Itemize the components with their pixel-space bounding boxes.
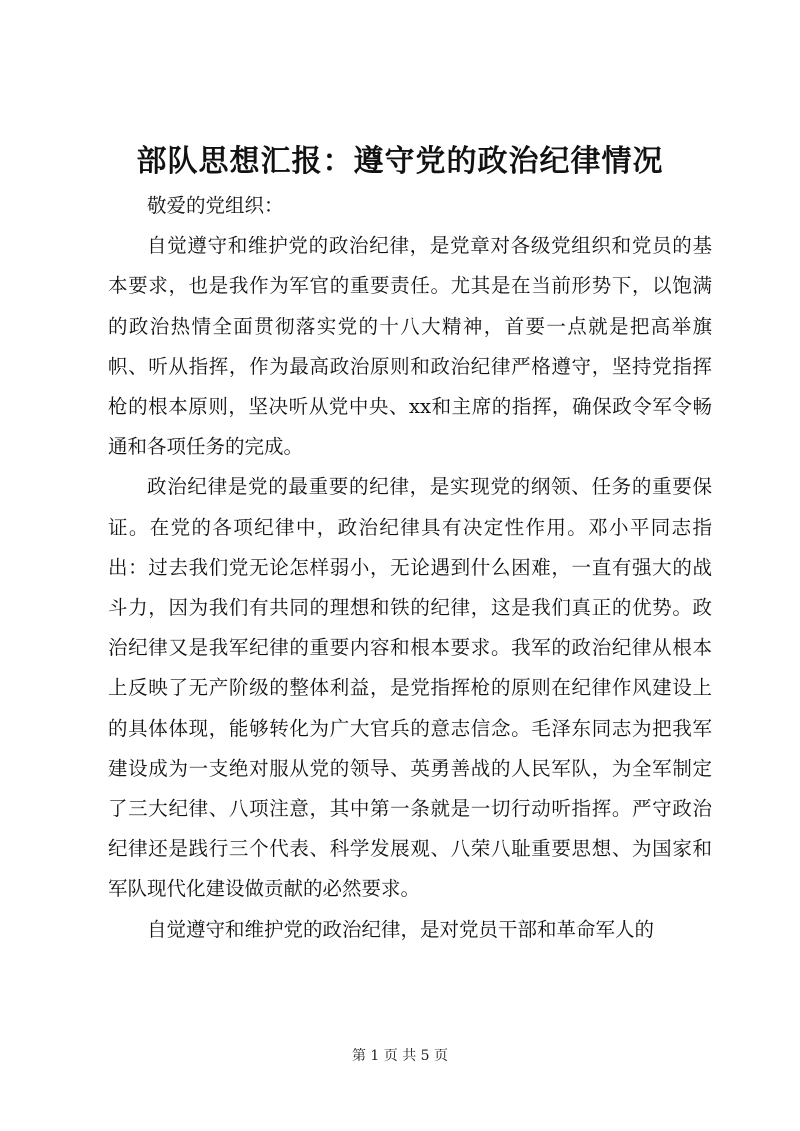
page-number-footer: 第 1 页 共 5 页 <box>351 1048 449 1064</box>
document-body <box>108 186 712 950</box>
paragraph-3: 自觉遵守和维护党的政治纪律，是对党员干部和革命军人的 <box>147 917 655 941</box>
document-title: 部队思想汇报：遵守党的政治纪律情况 <box>136 144 664 179</box>
paragraph-1: 自觉遵守和维护党的政治纪律，是党章对各级党组织和党员的基本要求，也是我作为军官的重要责任。尤其是在当前形势下，以饱满的政治热情全面贯彻落实党的十八大精神，首要一点就是把高举旗帜、听从指挥，作为最高政治原则和政治纪律严格遵守，坚持党指挥枪的根本原则，坚决听从党中央、xx和主席的指挥，确保政令军令畅通和各项任务的完成。 <box>108 234 712 459</box>
salutation: 敬爱的党组织： <box>147 194 284 217</box>
paragraph-2: 政治纪律是党的最重要的纪律，是实现党的纲领、任务的重要保证。在党的各项纪律中，政治纪律具有决定性作用。邓小平同志指出：过去我们党无论怎样弱小，无论遇到什么困难，一直有强大的战斗力，因为我们有共同的理想和铁的纪律，这是我们真正的优势。政治纪律又是我军纪律的重要内容和根本要求。我军的政治纪律从根本上反映了无产阶级的整体利益，是党指挥枪的原则在纪律作风建设上的具体体现，能够转化为广大官兵的意志信念。毛泽东同志为把我军建设成为一支绝对服从党的领导、英勇善战的人民军队，为全军制定了三大纪律、八项注意，其中第一条就是一切行动听指挥。严守政治纪律还是践行三个代表、科学发展观、八荣八耻重要思想、为国家和军队现代化建设做贡献的必然要求。 <box>108 475 712 901</box>
